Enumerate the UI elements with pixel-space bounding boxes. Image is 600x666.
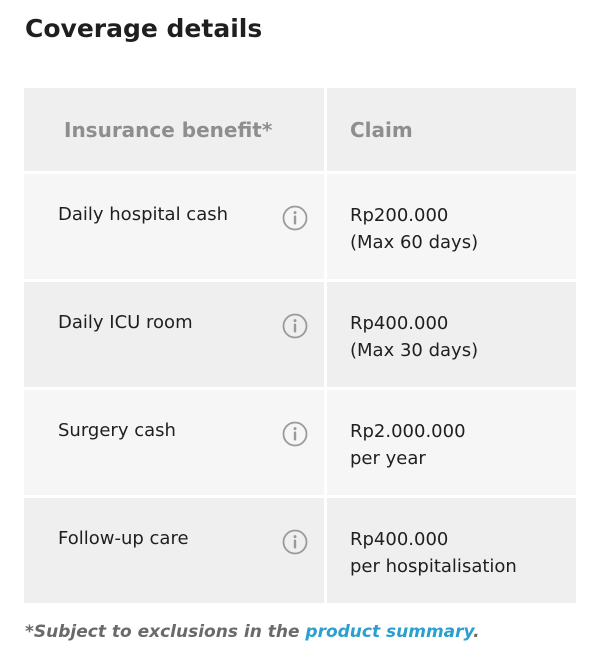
claim-amount: Rp2.000.000 <box>350 421 466 442</box>
page-title: Coverage details <box>25 14 263 43</box>
claim-cell <box>327 390 576 498</box>
claim-limit: per hospitalisation <box>350 556 517 577</box>
benefit-label: Daily ICU room <box>58 312 193 333</box>
claim-amount: Rp400.000 <box>350 313 449 334</box>
footnote <box>25 622 480 642</box>
claim-text <box>350 202 478 256</box>
info-icon[interactable] <box>282 529 308 555</box>
claim-limit: (Max 30 days) <box>350 340 479 361</box>
claim-text <box>350 526 517 580</box>
claim-limit: (Max 60 days) <box>350 232 479 253</box>
claim-amount: Rp200.000 <box>350 205 449 226</box>
info-icon[interactable] <box>282 205 308 231</box>
header-benefit-label: Insurance benefit* <box>64 117 273 142</box>
coverage-table <box>24 88 576 606</box>
benefit-label: Daily hospital cash <box>58 204 229 225</box>
header-claim <box>327 88 576 174</box>
info-icon[interactable] <box>282 313 308 339</box>
benefit-cell <box>24 282 327 390</box>
claim-cell <box>327 498 576 606</box>
benefit-cell <box>24 174 327 282</box>
product-summary-link[interactable]: product summary <box>305 622 474 642</box>
claim-amount: Rp400.000 <box>350 529 449 550</box>
claim-text <box>350 310 478 364</box>
claim-text <box>350 418 466 472</box>
benefit-cell <box>24 498 327 606</box>
header-claim-label: Claim <box>350 117 413 142</box>
header-benefit <box>24 88 327 174</box>
benefit-cell <box>24 390 327 498</box>
footnote-prefix: *Subject to exclusions in the <box>25 622 306 642</box>
info-icon[interactable] <box>282 421 308 447</box>
claim-limit: per year <box>350 448 426 469</box>
benefit-label: Surgery cash <box>58 420 176 441</box>
benefit-label: Follow-up care <box>58 528 189 549</box>
claim-cell <box>327 174 576 282</box>
claim-cell <box>327 282 576 390</box>
footnote-suffix: . <box>473 622 480 642</box>
